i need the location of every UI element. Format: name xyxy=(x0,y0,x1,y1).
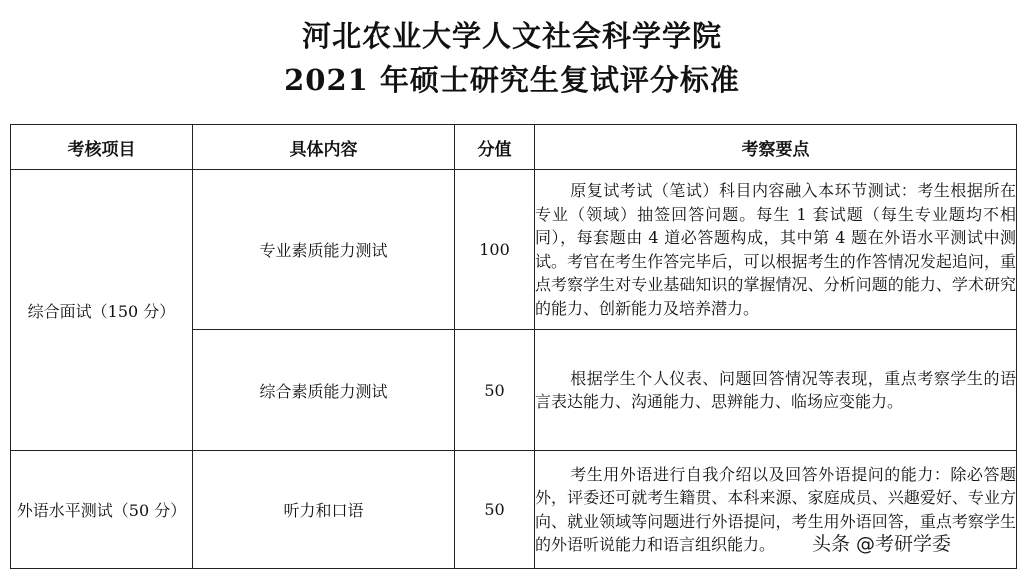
document-subtitle: 2021 年硕士研究生复试评分标准 xyxy=(284,63,740,97)
header-content: 具体内容 xyxy=(193,125,455,170)
score-cell: 50 xyxy=(455,330,535,451)
header-item: 考核项目 xyxy=(11,125,193,170)
header-points: 考察要点 xyxy=(535,125,1017,170)
score-cell: 50 xyxy=(455,451,535,569)
score-cell: 100 xyxy=(455,170,535,330)
scoring-table xyxy=(10,124,1017,569)
assessment-item-interview: 综合面试（150 分） xyxy=(11,170,193,451)
points-text: 根据学生个人仪表、问题回答情况等表现，重点考察学生的语言表达能力、沟通能力、思辨能力、临场应变能力。 xyxy=(535,368,1016,411)
table-header-row xyxy=(11,125,1017,170)
table-row xyxy=(11,170,1017,330)
assessment-item-language: 外语水平测试（50 分） xyxy=(11,451,193,569)
content-cell: 听力和口语 xyxy=(193,451,455,569)
header-score: 分值 xyxy=(455,125,535,170)
content-cell: 专业素质能力测试 xyxy=(193,170,455,330)
points-text: 考生用外语进行自我介绍以及回答外语提问的能力：除必答题外，评委还可就考生籍贯、本科来源、家庭成员、兴趣爱好、专业方向、就业领域等问题进行外语提问，考生用外语回答，重点考察学生的外语听说能力和语言组织能力。 xyxy=(535,464,1016,554)
points-text: 原复试考试（笔试）科目内容融入本环节测试：考生根据所在专业（领域）抽签回答问题。每生 1 套试题（每生专业题均不相同），每套题由 4 道必答题构成，其中第 4 题在外语水平测试中测试。考官在考生作答完毕后，可以根据考生的作答情况发起追问，重点考察学生对专业基础知识的掌握情况、分析问题的能力、学术研究的能力、创新能力及培养潜力。 xyxy=(535,181,1016,318)
points-cell xyxy=(535,330,1017,451)
content-cell: 综合素质能力测试 xyxy=(193,330,455,451)
document-title: 河北农业大学人文社会科学学院 xyxy=(301,19,722,53)
watermark: 头条 @考研学委 xyxy=(812,533,952,555)
points-cell xyxy=(535,170,1017,330)
